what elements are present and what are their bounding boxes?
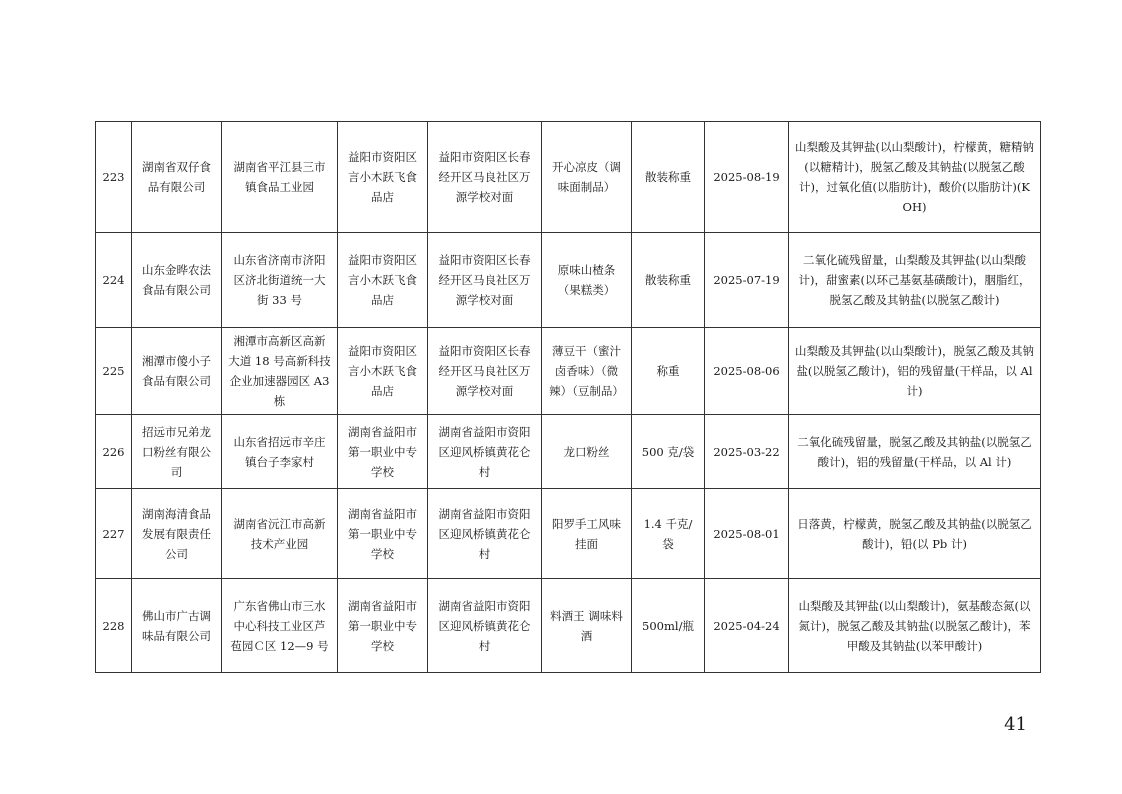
- product-name: 阳罗手工风味挂面: [542, 489, 632, 579]
- row-number: 227: [96, 489, 132, 579]
- seller-address: 湖南省益阳市资阳区迎风桥镇黄花仑村: [428, 489, 542, 579]
- seller-name: 益阳市资阳区言小木跃飞食品店: [338, 328, 428, 415]
- product-spec: 1.4 千克/袋: [632, 489, 705, 579]
- product-spec: 500ml/瓶: [632, 579, 705, 673]
- product-name: 开心凉皮（调味面制品）: [542, 122, 632, 233]
- seller-name: 湖南省益阳市第一职业中专学校: [338, 489, 428, 579]
- producer-address: 广东省佛山市三水中心科技工业区芦苞园Ｃ区 12—9 号: [222, 579, 338, 673]
- producer-address: 山东省招远市辛庄镇台子李家村: [222, 415, 338, 489]
- producer-name: 佛山市广古调味品有限公司: [132, 579, 222, 673]
- product-spec: 称重: [632, 328, 705, 415]
- producer-name: 湘潭市傻小子食品有限公司: [132, 328, 222, 415]
- row-number: 225: [96, 328, 132, 415]
- product-name: 原味山楂条（果糕类）: [542, 233, 632, 328]
- inspection-table: [95, 121, 1041, 673]
- producer-name: 山东金晔农法食品有限公司: [132, 233, 222, 328]
- seller-address: 益阳市资阳区长春经开区马良社区万源学校对面: [428, 122, 542, 233]
- page-number: 41: [1004, 714, 1027, 735]
- row-number: 224: [96, 233, 132, 328]
- producer-address: 山东省济南市济阳区济北街道统一大街 33 号: [222, 233, 338, 328]
- seller-address: 益阳市资阳区长春经开区马良社区万源学校对面: [428, 328, 542, 415]
- producer-address: 湘潭市高新区高新大道 18 号高新科技企业加速器园区 A3 栋: [222, 328, 338, 415]
- production-date: 2025-08-19: [705, 122, 789, 233]
- test-items: 山梨酸及其钾盐(以山梨酸计)，柠檬黄，糖精钠(以糖精计)，脱氢乙酸及其钠盐(以脱氢乙酸计)，过氧化值(以脂肪计)，酸价(以脂肪计)(KOH): [789, 122, 1041, 233]
- product-spec: 散装称重: [632, 233, 705, 328]
- row-number: 228: [96, 579, 132, 673]
- product-name: 龙口粉丝: [542, 415, 632, 489]
- producer-name: 湖南省双仔食品有限公司: [132, 122, 222, 233]
- table-row: [96, 122, 1041, 233]
- product-name: 料酒王 调味料酒: [542, 579, 632, 673]
- product-name: 薄豆干（蜜汁卤香味）（微辣）（豆制品）: [542, 328, 632, 415]
- production-date: 2025-04-24: [705, 579, 789, 673]
- seller-name: 益阳市资阳区言小木跃飞食品店: [338, 233, 428, 328]
- seller-name: 湖南省益阳市第一职业中专学校: [338, 415, 428, 489]
- producer-address: 湖南省沅江市高新技术产业园: [222, 489, 338, 579]
- producer-name: 招远市兄弟龙口粉丝有限公司: [132, 415, 222, 489]
- seller-address: 湖南省益阳市资阳区迎风桥镇黄花仑村: [428, 415, 542, 489]
- table-row: [96, 415, 1041, 489]
- production-date: 2025-08-06: [705, 328, 789, 415]
- test-items: 二氧化硫残留量，脱氢乙酸及其钠盐(以脱氢乙酸计)，铝的残留量(干样品，以 Al 计): [789, 415, 1041, 489]
- test-items: 日落黄，柠檬黄，脱氢乙酸及其钠盐(以脱氢乙酸计)，铅(以 Pb 计): [789, 489, 1041, 579]
- product-spec: 500 克/袋: [632, 415, 705, 489]
- production-date: 2025-08-01: [705, 489, 789, 579]
- producer-name: 湖南海清食品发展有限责任公司: [132, 489, 222, 579]
- table-row: [96, 579, 1041, 673]
- table-row: [96, 233, 1041, 328]
- test-items: 二氧化硫残留量，山梨酸及其钾盐(以山梨酸计)，甜蜜素(以环己基氨基磺酸计)，胭脂红，脱氢乙酸及其钠盐(以脱氢乙酸计): [789, 233, 1041, 328]
- seller-address: 益阳市资阳区长春经开区马良社区万源学校对面: [428, 233, 542, 328]
- table-row: [96, 489, 1041, 579]
- test-items: 山梨酸及其钾盐(以山梨酸计)，氨基酸态氮(以氮计)，脱氢乙酸及其钠盐(以脱氢乙酸计)，苯甲酸及其钠盐(以苯甲酸计): [789, 579, 1041, 673]
- product-spec: 散装称重: [632, 122, 705, 233]
- row-number: 223: [96, 122, 132, 233]
- producer-address: 湖南省平江县三市镇食品工业园: [222, 122, 338, 233]
- seller-name: 湖南省益阳市第一职业中专学校: [338, 579, 428, 673]
- row-number: 226: [96, 415, 132, 489]
- seller-name: 益阳市资阳区言小木跃飞食品店: [338, 122, 428, 233]
- production-date: 2025-07-19: [705, 233, 789, 328]
- table-row: [96, 328, 1041, 415]
- seller-address: 湖南省益阳市资阳区迎风桥镇黄花仑村: [428, 579, 542, 673]
- test-items: 山梨酸及其钾盐(以山梨酸计)，脱氢乙酸及其钠盐(以脱氢乙酸计)，铝的残留量(干样品，以 Al 计): [789, 328, 1041, 415]
- production-date: 2025-03-22: [705, 415, 789, 489]
